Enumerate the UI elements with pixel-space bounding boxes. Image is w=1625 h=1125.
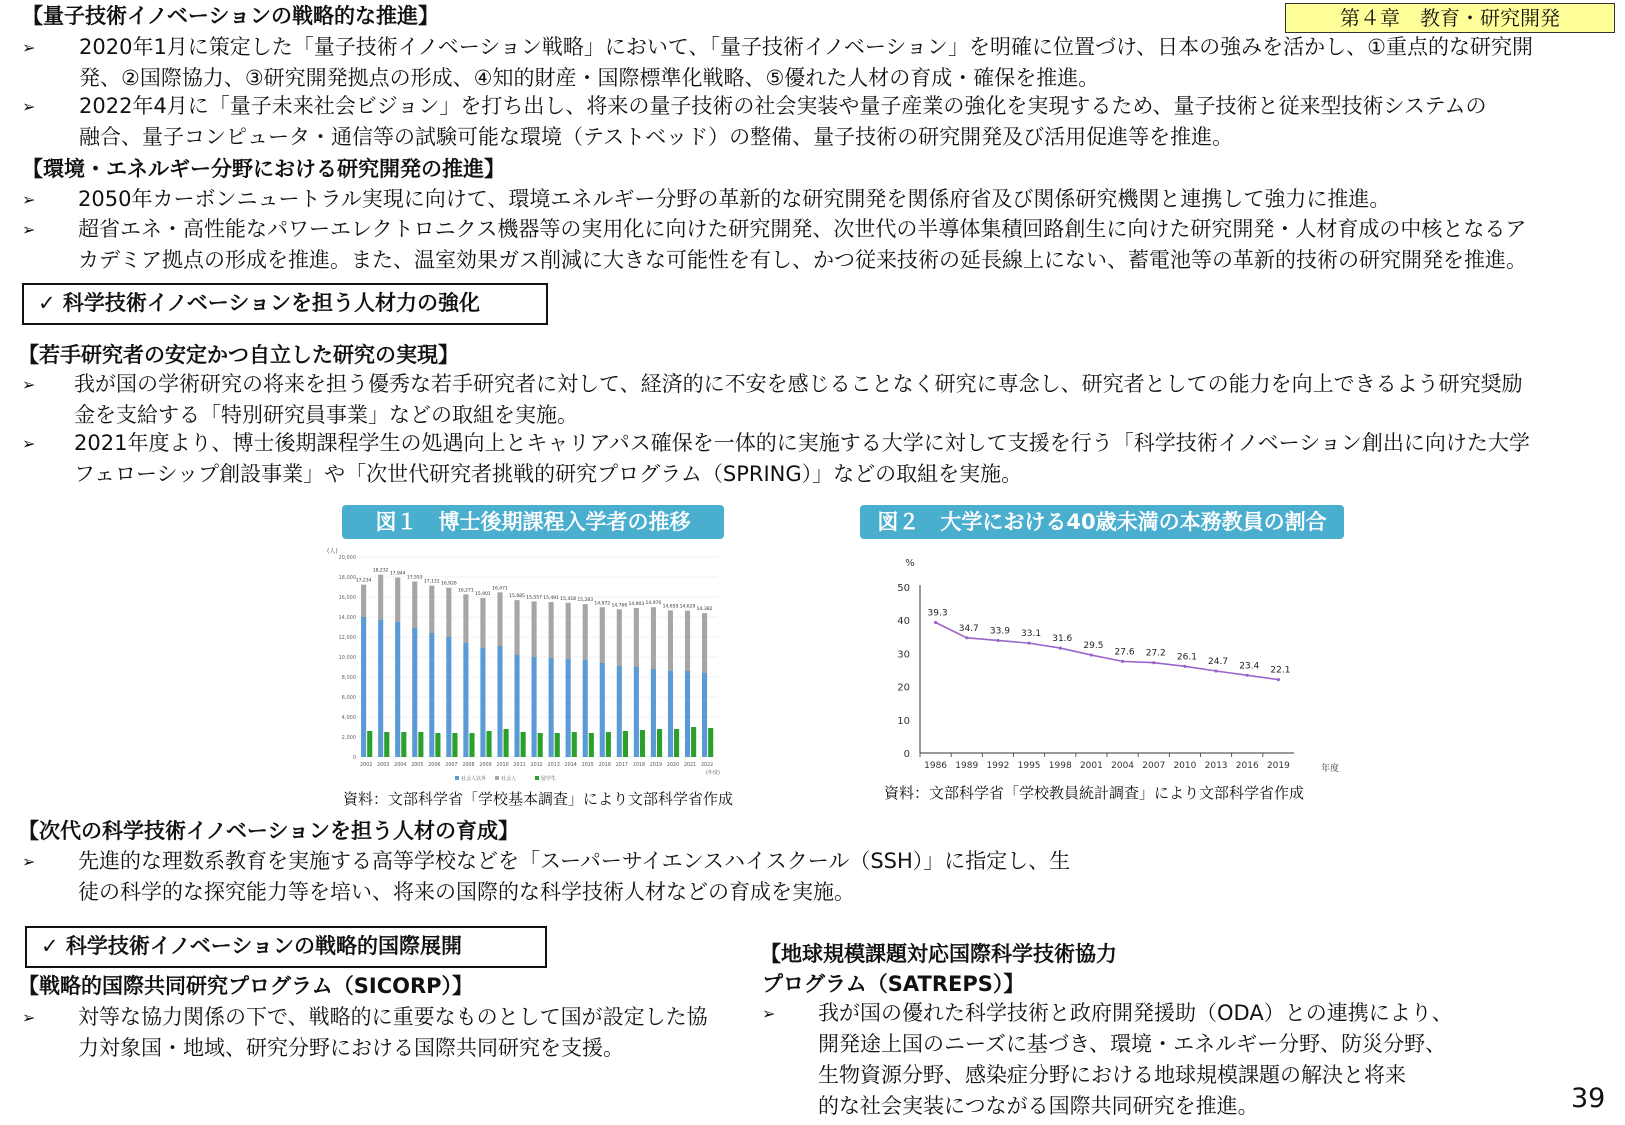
x-tick-label: 2004 [1111, 761, 1135, 771]
bar-segment-non-working [429, 633, 434, 757]
x-tick-label: 1989 [955, 761, 979, 771]
x-tick-label: 2013 [547, 763, 560, 768]
bar-international [572, 732, 577, 757]
y-tick-label: 30 [897, 649, 910, 661]
legend-label: 社会人 [501, 776, 517, 782]
total-label: 14,976 [645, 601, 662, 607]
y-tick-label: 40 [897, 616, 910, 628]
x-tick-label: 2015 [581, 763, 594, 768]
total-label: 15,557 [526, 595, 542, 601]
bar-segment-working [412, 581, 417, 628]
x-tick-label: 2016 [1235, 761, 1259, 771]
x-tick-label: 2019 [1266, 761, 1290, 771]
x-tick-label: 2009 [479, 763, 492, 768]
section-heading-satreps: 【地球規模課題対応国際科学技術協力 [760, 942, 1117, 966]
bar-segment-non-working [651, 669, 656, 757]
section-box-international: ✓ 科学技術イノベーションの戦略的国際展開 [25, 926, 547, 968]
figure1-bar-chart [325, 545, 725, 785]
y-tick-label: 4,000 [341, 715, 356, 721]
data-label: 34.7 [958, 623, 979, 634]
total-label: 15,283 [577, 598, 594, 604]
bar-segment-non-working [634, 667, 639, 757]
x-axis-label: 年度 [1320, 764, 1340, 774]
x-tick-label: 2006 [428, 763, 441, 768]
bar-segment-non-working [446, 637, 451, 757]
x-tick-label: 2008 [462, 763, 475, 768]
series-line [936, 623, 1279, 680]
x-tick-label: 2007 [1142, 761, 1166, 771]
bullet-item [22, 846, 1122, 908]
bullet-line: 徒の科学的な探究能力等を培い、将来の国際的な科学技術人材などの育成を実施。 [78, 880, 855, 904]
bar-segment-working [361, 585, 366, 617]
bullet-arrow-icon: ➢ [22, 190, 36, 209]
total-label: 14,382 [696, 607, 713, 613]
bullet-arrow-icon: ➢ [22, 1008, 36, 1027]
bullet-arrow-icon: ➢ [22, 852, 36, 871]
bullet-line: 我が国の優れた科学技術と政府開発援助（ODA）との連携により、 [818, 1001, 1453, 1025]
legend-swatch [535, 776, 539, 780]
bullet-arrow-icon: ➢ [22, 375, 36, 394]
bullet-line: フェローシップ創設事業」や「次世代研究者挑戦的研究プログラム（SPRING）」などの取組を実施。 [74, 462, 1023, 486]
bar-segment-working [480, 598, 485, 648]
x-tick-label: 2017 [615, 763, 628, 768]
data-label: 22.1 [1270, 665, 1291, 676]
x-tick-label: 2002 [360, 763, 373, 768]
figure1-title: 図１ 博士後期課程入学者の推移 [342, 505, 724, 539]
legend-swatch [495, 776, 499, 780]
bullet-line: 的な社会実装につながる国際共同研究を推進。 [818, 1094, 1259, 1118]
bullet-line: 開発途上国のニーズに基づき、環境・エネルギー分野、防災分野、 [818, 1032, 1447, 1056]
x-tick-label: 2021 [683, 763, 697, 768]
bullet-item [22, 91, 1582, 153]
data-point [1152, 661, 1155, 664]
total-label: 17,131 [423, 579, 440, 585]
x-tick-label: 1986 [924, 761, 948, 771]
figure2-line-chart [880, 550, 1340, 780]
section-heading-sicorp: 【戦略的国際共同研究プログラム（SICORP）】 [18, 974, 474, 998]
data-point [965, 636, 968, 639]
x-tick-label: 2007 [445, 763, 458, 768]
bar-international [435, 733, 440, 757]
bar-segment-non-working [583, 660, 588, 757]
data-label: 31.6 [1052, 634, 1073, 645]
figure2-source: 資料：文部科学省「学校教員統計調査」により文部科学省作成 [884, 784, 1305, 802]
data-label: 27.6 [1114, 647, 1135, 658]
data-label: 23.4 [1239, 661, 1260, 672]
bar-international [674, 729, 679, 757]
x-tick-label: 2001 [1079, 761, 1103, 771]
bullet-line: 金を支給する「特別研究員事業」などの取組を実施。 [74, 403, 578, 427]
bar-segment-non-working [480, 648, 485, 757]
x-tick-label: 2011 [513, 763, 526, 768]
total-label: 16,926 [440, 581, 457, 587]
y-axis-label: % [905, 558, 915, 569]
bar-segment-working [532, 601, 537, 657]
section-heading-young-researchers: 【若手研究者の安定かつ自立した研究の実現】 [18, 343, 459, 367]
bar-segment-non-working [378, 620, 383, 757]
bullet-arrow-icon: ➢ [22, 220, 36, 239]
bar-segment-working [463, 594, 468, 643]
bar-segment-non-working [497, 646, 502, 757]
bar-segment-working [583, 604, 588, 660]
bullet-line: 2050年カーボンニュートラル実現に向けて、環境エネルギー分野の革新的な研究開発を関係府省及び関係研究機関と連携して強力に推進。 [78, 187, 1391, 211]
x-tick-label: 1995 [1017, 761, 1041, 771]
x-tick-label: 2003 [377, 763, 390, 768]
bar-segment-working [446, 588, 451, 637]
bar-segment-working [651, 607, 656, 669]
data-label: 24.7 [1208, 656, 1229, 667]
total-label: 16,471 [492, 586, 508, 592]
total-label: 14,972 [594, 601, 611, 607]
y-tick-label: 10 [897, 715, 910, 727]
data-label: 33.9 [989, 626, 1010, 637]
bar-segment-working [395, 578, 400, 622]
x-axis-label: (年度) [706, 770, 720, 776]
y-tick-label: 6,000 [341, 695, 356, 701]
bar-segment-non-working [685, 671, 690, 757]
total-label: 18,232 [372, 568, 389, 574]
bar-international [486, 731, 491, 757]
bullet-item [22, 1002, 762, 1064]
chapter-badge: 第４章 教育・研究開発 [1285, 3, 1615, 33]
section-box-human-resources: ✓ 科学技術イノベーションを担う人材力の強化 [22, 283, 548, 325]
bar-segment-non-working [412, 628, 417, 757]
data-label: 26.1 [1176, 652, 1197, 663]
bar-segment-working [600, 607, 605, 663]
section-heading-satreps-line2: プログラム（SATREPS）】 [762, 972, 1025, 996]
bar-segment-non-working [702, 673, 707, 757]
bar-international [589, 733, 594, 757]
x-tick-label: 2014 [564, 763, 577, 768]
bullet-item [22, 428, 1612, 490]
total-label: 14,629 [679, 604, 696, 610]
bar-segment-working [617, 609, 622, 666]
total-label: 14,903 [628, 601, 645, 607]
data-point [1121, 660, 1124, 663]
bar-international [452, 733, 457, 757]
x-tick-label: 2016 [598, 763, 611, 768]
y-tick-label: 14,000 [338, 615, 356, 621]
bullet-line: 生物資源分野、感染症分野における地球規模課題の解決と将来 [818, 1063, 1406, 1087]
y-tick-label: 12,000 [338, 635, 356, 641]
data-point [1090, 653, 1093, 656]
data-point [1277, 678, 1280, 681]
total-label: 16,271 [458, 588, 474, 594]
data-point [996, 639, 999, 642]
bar-international [367, 731, 372, 757]
bar-international [708, 728, 713, 757]
bar-segment-non-working [514, 655, 519, 757]
bar-international [640, 730, 645, 757]
bullet-item [22, 369, 1612, 431]
bar-segment-working [702, 613, 707, 673]
bar-segment-working [566, 603, 571, 659]
data-label: 39.3 [927, 608, 948, 619]
x-tick-label: 2005 [411, 763, 424, 768]
total-label: 17,234 [355, 578, 372, 584]
bar-segment-working [378, 575, 383, 620]
y-tick-label: 2,000 [341, 735, 356, 741]
bar-segment-working [549, 602, 554, 658]
bar-segment-working [497, 592, 502, 646]
data-point [1214, 669, 1217, 672]
bar-international [418, 732, 423, 757]
y-tick-label: 20,000 [338, 555, 356, 561]
x-tick-label: 2020 [666, 763, 680, 768]
bullet-arrow-icon: ➢ [22, 97, 36, 116]
x-tick-label: 2019 [649, 763, 663, 768]
bar-international [521, 732, 526, 757]
figure1-source: 資料：文部科学省「学校基本調査」により文部科学省作成 [343, 790, 734, 808]
data-point [934, 621, 937, 624]
x-tick-label: 2004 [394, 763, 407, 768]
legend-swatch [455, 776, 459, 780]
x-tick-label: 1992 [986, 761, 1010, 771]
y-tick-label: 50 [897, 583, 910, 594]
legend-label: 社会人以外 [461, 776, 487, 782]
data-label: 33.1 [1021, 629, 1042, 640]
bullet-arrow-icon: ➢ [762, 1004, 776, 1023]
bullet-line: 2021年度より、博士後期課程学生の処遇向上とキャリアパス確保を一体的に実施する大学に対して支援を行う「科学技術イノベーション創出に向けた大学 [74, 431, 1530, 455]
section-heading-energy: 【環境・エネルギー分野における研究開発の推進】 [22, 157, 505, 181]
section-heading-quantum: 【量子技術イノベーションの戦略的な推進】 [22, 4, 440, 28]
bullet-line: 我が国の学術研究の将来を担う優秀な若手研究者に対して、経済的に不安を感じることなく研究に専念し、研究者としての能力を向上できるよう研究奨励 [74, 372, 1523, 396]
data-point [1183, 665, 1186, 668]
total-label: 17,553 [406, 575, 423, 581]
bar-segment-non-working [549, 658, 554, 757]
bar-international [555, 733, 560, 757]
x-tick-label: 2010 [1173, 761, 1197, 771]
total-label: 17,944 [389, 571, 406, 577]
total-label: 14,766 [611, 603, 628, 609]
bar-segment-non-working [395, 622, 400, 757]
y-tick-label: 10,000 [338, 655, 356, 661]
y-tick-label: 8,000 [341, 675, 356, 681]
bar-international [606, 732, 611, 757]
total-label: 15,685 [509, 594, 525, 600]
bullet-item [22, 32, 1582, 94]
bullet-line: 2022年4月に「量子未来社会ビジョン」を打ち出し、将来の量子技術の社会実装や量子産業の強化を実現するため、量子技術と従来型技術システムの [79, 94, 1487, 118]
bar-international [538, 733, 543, 757]
x-tick-label: 2010 [496, 763, 509, 768]
bullet-item [762, 998, 1522, 1122]
bar-international [469, 733, 474, 757]
bar-segment-non-working [463, 643, 468, 757]
bullet-line: 先進的な理数系教育を実施する高等学校などを「スーパーサイエンスハイスクール（SSH）」に指定し、生 [78, 849, 1071, 873]
bar-international [623, 731, 628, 757]
x-tick-label: 2018 [632, 763, 646, 768]
bullet-line: 融合、量子コンピュータ・通信等の試験可能な環境（テストベッド）の整備、量子技術の研究開発及び活用促進等を推進。 [79, 125, 1234, 149]
bar-international [504, 729, 509, 757]
bar-segment-non-working [617, 666, 622, 757]
data-point [1059, 646, 1062, 649]
y-tick-label: 0 [352, 755, 356, 761]
bar-segment-working [685, 611, 690, 671]
bar-international [384, 732, 389, 757]
y-axis-label: (人) [327, 548, 338, 555]
bar-segment-non-working [600, 663, 605, 757]
x-tick-label: 2013 [1204, 761, 1228, 771]
bullet-arrow-icon: ➢ [22, 434, 36, 453]
data-point [1027, 642, 1030, 645]
bullet-line: 超省エネ・高性能なパワーエレクトロニクス機器等の実用化に向けた研究開発、次世代の半導体集積回路創生に向けた研究開発・人材育成の中核となるア [78, 217, 1527, 241]
section-heading-next-generation: 【次代の科学技術イノベーションを担う人材の育成】 [18, 819, 520, 843]
bar-segment-working [514, 600, 519, 655]
bar-segment-working [634, 608, 639, 667]
x-tick-label: 2022 [701, 763, 714, 768]
bullet-line: カデミア拠点の形成を推進。また、温室効果ガス削減に大きな可能性を有し、かつ従来技術の延長線上にない、蓄電池等の革新的技術の研究開発を推進。 [78, 248, 1527, 272]
total-label: 14,659 [662, 604, 679, 610]
bar-segment-working [429, 586, 434, 633]
total-label: 15,491 [543, 596, 560, 602]
bar-segment-non-working [532, 657, 537, 757]
bar-segment-non-working [361, 617, 366, 757]
bullet-line: 発、②国際協力、③研究開発拠点の形成、④知的財産・国際標準化戦略、⑤優れた人材の育成・確保を推進。 [79, 66, 1100, 90]
y-tick-label: 16,000 [338, 595, 356, 601]
bar-international [691, 727, 696, 757]
y-tick-label: 18,000 [338, 575, 356, 581]
legend-label: 留学生 [541, 776, 557, 782]
page-number: 39 [1571, 1083, 1606, 1114]
bar-segment-working [668, 610, 673, 671]
bar-international [657, 729, 662, 757]
data-label: 27.2 [1145, 648, 1166, 659]
bullet-item [22, 214, 1617, 276]
bar-segment-non-working [566, 659, 571, 757]
bullet-arrow-icon: ➢ [22, 38, 36, 57]
y-tick-label: 20 [897, 682, 910, 694]
data-point [1246, 674, 1249, 677]
x-tick-label: 1998 [1048, 761, 1072, 771]
data-label: 29.5 [1083, 641, 1104, 652]
bar-international [401, 732, 406, 757]
bullet-line: 力対象国・地域、研究分野における国際共同研究を支援。 [78, 1036, 624, 1060]
figure2-title: 図２ 大学における40歳未満の本務教員の割合 [860, 505, 1344, 539]
y-tick-label: 0 [903, 749, 910, 760]
total-label: 15,418 [560, 596, 577, 602]
bullet-line: 対等な協力関係の下で、戦略的に重要なものとして国が設定した協 [78, 1005, 708, 1029]
bullet-line: 2020年1月に策定した「量子技術イノベーション戦略」において、「量子技術イノベーション」を明確に位置づけ、日本の強みを活かし、①重点的な研究開 [79, 35, 1533, 59]
bar-segment-non-working [668, 671, 673, 757]
total-label: 15,901 [475, 591, 491, 597]
bullet-item [22, 184, 1612, 215]
x-tick-label: 2012 [530, 763, 543, 768]
